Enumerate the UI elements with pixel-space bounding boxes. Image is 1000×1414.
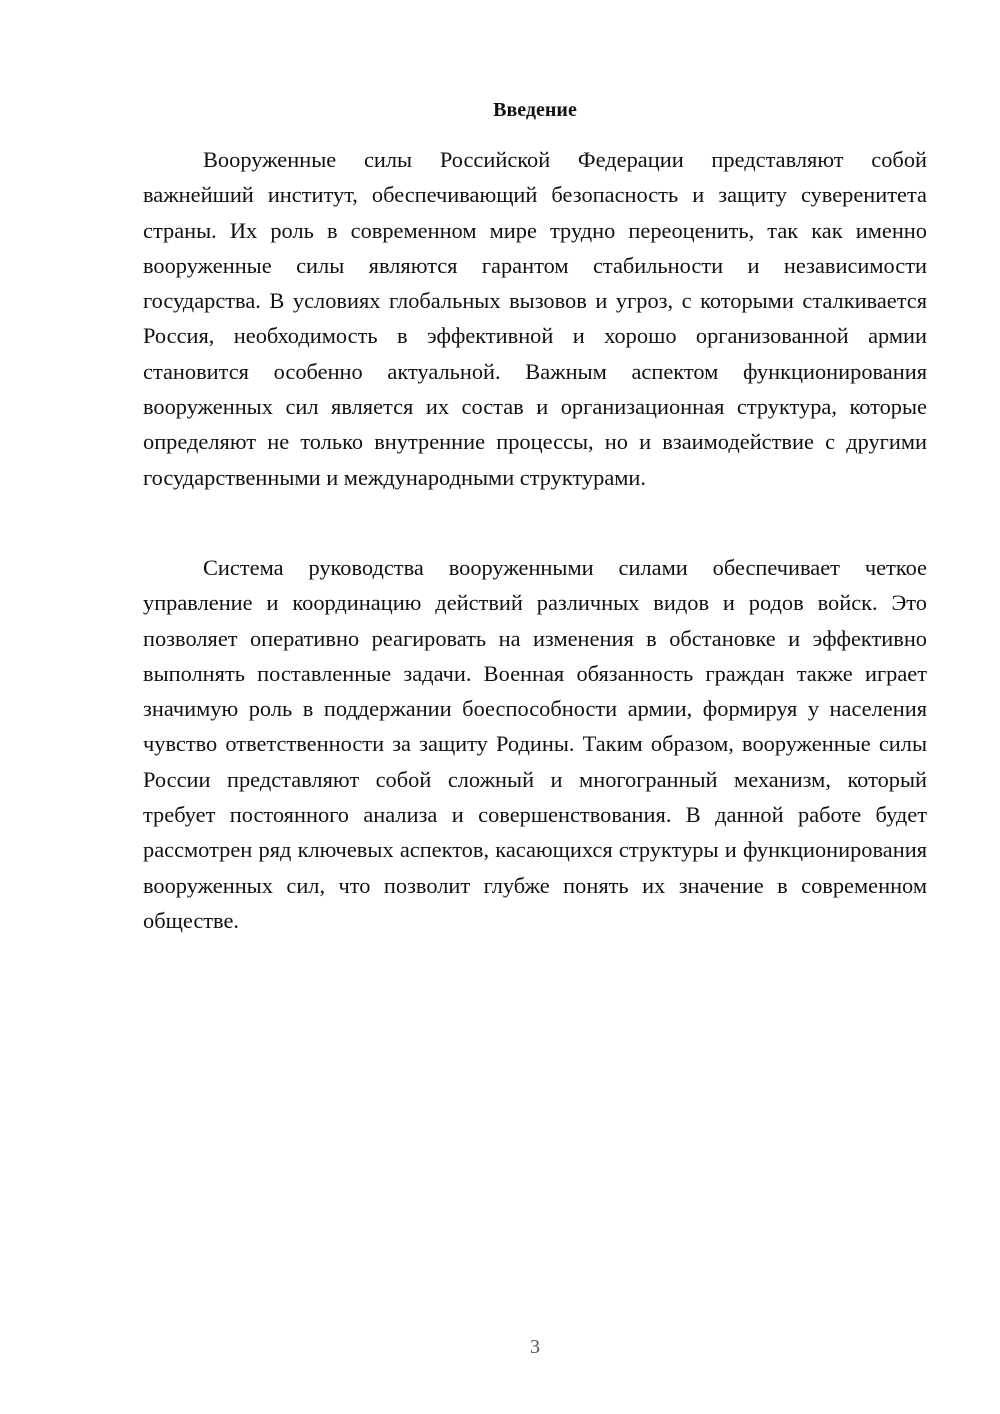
section-title: Введение <box>493 99 577 121</box>
paragraph-1: Вооруженные силы Российской Федерации представляют собой важнейший институт, обеспечивающий безопасность и защиту суверенитета страны. Их роль в современном мире трудно переоценить, так как именно вооруженные силы являются гарантом стабильности и независимости государства. В условиях глобальных вызовов и угроз, с которыми сталкивается Россия, необходимость в эффективной и хорошо организованной армии становится особенно актуальной. Важным аспектом функционирования вооруженных сил является их состав и организационная структура, которые определяют не только внутренние процессы, но и взаимодействие с другими государственными и международными структурами. <box>143 147 927 490</box>
page-number: 3 <box>530 1336 540 1358</box>
paragraph-2: Система руководства вооруженными силами обеспечивает четкое управление и координацию действий различных видов и родов войск. Это позволяет оперативно реагировать на изменения в обстановке и эффективно выполнять поставленные задачи. Военная обязанность граждан также играет значимую роль в поддержании боеспособности армии, формируя у населения чувство ответственности за защиту Родины. Таким образом, вооруженные силы России представляют собой сложный и многогранный механизм, который требует постоянного анализа и совершенствования. В данной работе будет рассмотрен ряд ключевых аспектов, касающихся структуры и функционирования вооруженных сил, что позволит глубже понять их значение в современном обществе. <box>143 555 927 933</box>
